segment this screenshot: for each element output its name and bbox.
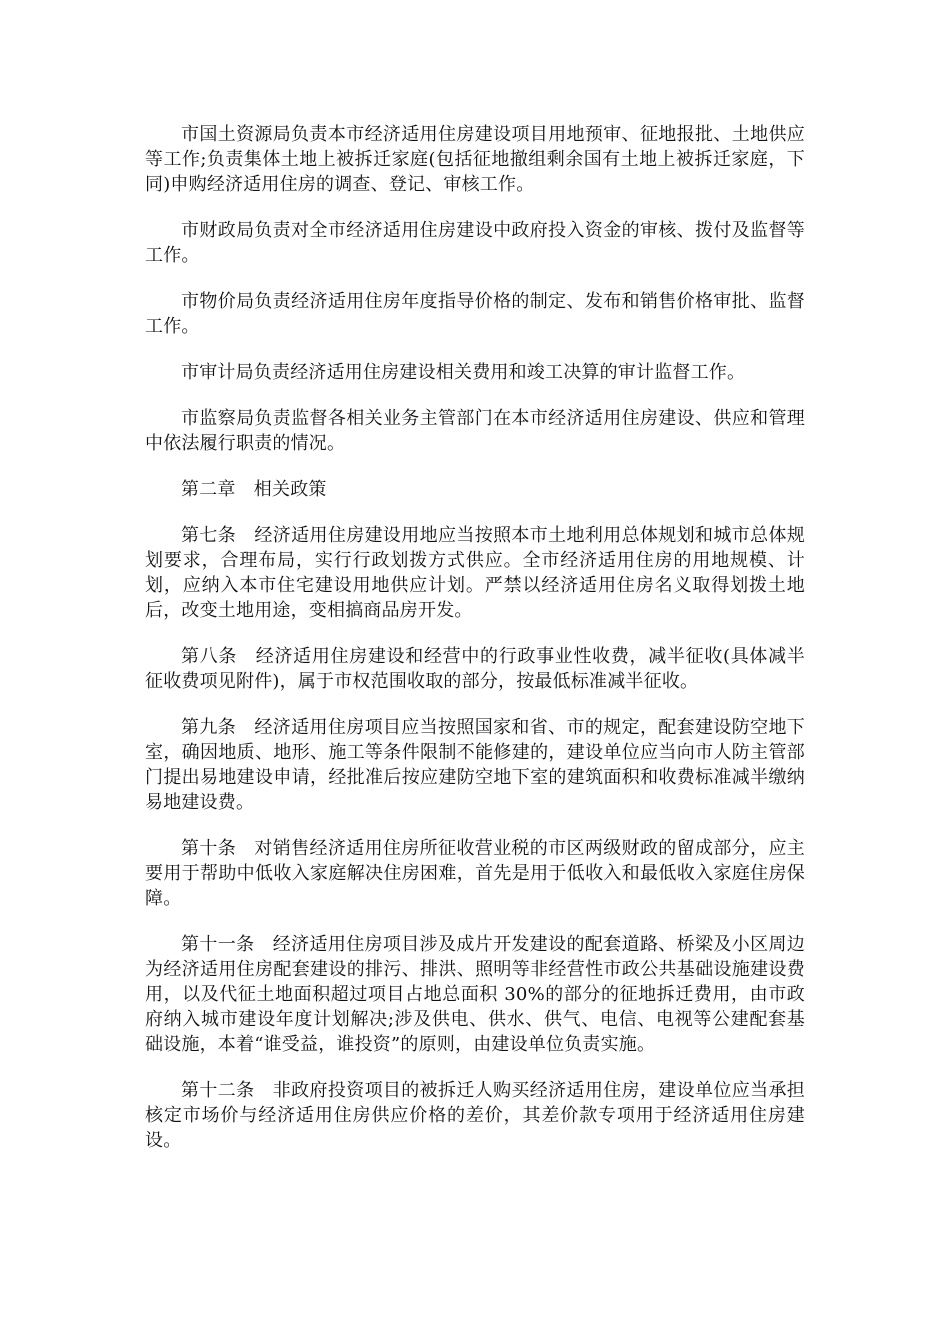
article-9: 第九条 经济适用住房项目应当按照国家和省、市的规定，配套建设防空地下室，确因地质、地形、施工等条件限制不能修建的，建设单位应当向市人防主管部门提出易地建设申请，经批准后按应建防空地下室的建筑面积和收费标准减半缴纳易地建设费。 (145, 717, 805, 813)
document-body (145, 122, 805, 1174)
paragraph-land-bureau: 市国土资源局负责本市经济适用住房建设项目用地预审、征地报批、土地供应等工作;负责集体土地上被拆迁家庭(包括征地撤组剩余国有土地上被拆迁家庭，下同)申购经济适用住房的调查、登记、审核工作。 (145, 124, 805, 195)
article-10: 第十条 对销售经济适用住房所征收营业税的市区两级财政的留成部分，应主要用于帮助中低收入家庭解决住房困难，首先是用于低收入和最低收入家庭住房保障。 (145, 838, 805, 909)
article-8: 第八条 经济适用住房建设和经营中的行政事业性收费，减半征收(具体减半征收费项见附件)，属于市权范围收取的部分，按最低标准减半征收。 (145, 646, 805, 692)
paragraph-finance-bureau: 市财政局负责对全市经济适用住房建设中政府投入资金的审核、拨付及监督等工作。 (145, 220, 805, 266)
paragraph-audit-bureau: 市审计局负责经济适用住房建设相关费用和竣工决算的审计监督工作。 (181, 362, 746, 383)
chapter-heading: 第二章 相关政策 (181, 479, 327, 500)
article-11: 第十一条 经济适用住房项目涉及成片开发建设的配套道路、桥梁及小区周边为经济适用住房配套建设的排污、排洪、照明等非经营性市政公共基础设施建设费用，以及代征土地面积超过项目占地总面积 30%的部分的征地拆迁费用，由市政府纳入城市建设年度计划解决;涉及供电、供水、供气、电信、电视等公建配套基础设施，本着“谁受益，谁投资”的原则，由建设单位负责实施。 (145, 934, 805, 1055)
paragraph-supervision-bureau: 市监察局负责监督各相关业务主管部门在本市经济适用住房建设、供应和管理中依法履行职责的情况。 (145, 408, 805, 454)
article-7: 第七条 经济适用住房建设用地应当按照本市土地利用总体规划和城市总体规划要求，合理布局，实行行政划拨方式供应。全市经济适用住房的用地规模、计划，应纳入本市住宅建设用地供应计划。严禁以经济适用住房名义取得划拨土地后，改变土地用途，变相搞商品房开发。 (145, 525, 805, 621)
article-12: 第十二条 非政府投资项目的被拆迁人购买经济适用住房，建设单位应当承担核定市场价与经济适用住房供应价格的差价，其差价款专项用于经济适用住房建设。 (145, 1080, 805, 1151)
paragraph-price-bureau: 市物价局负责经济适用住房年度指导价格的制定、发布和销售价格审批、监督工作。 (145, 291, 805, 337)
